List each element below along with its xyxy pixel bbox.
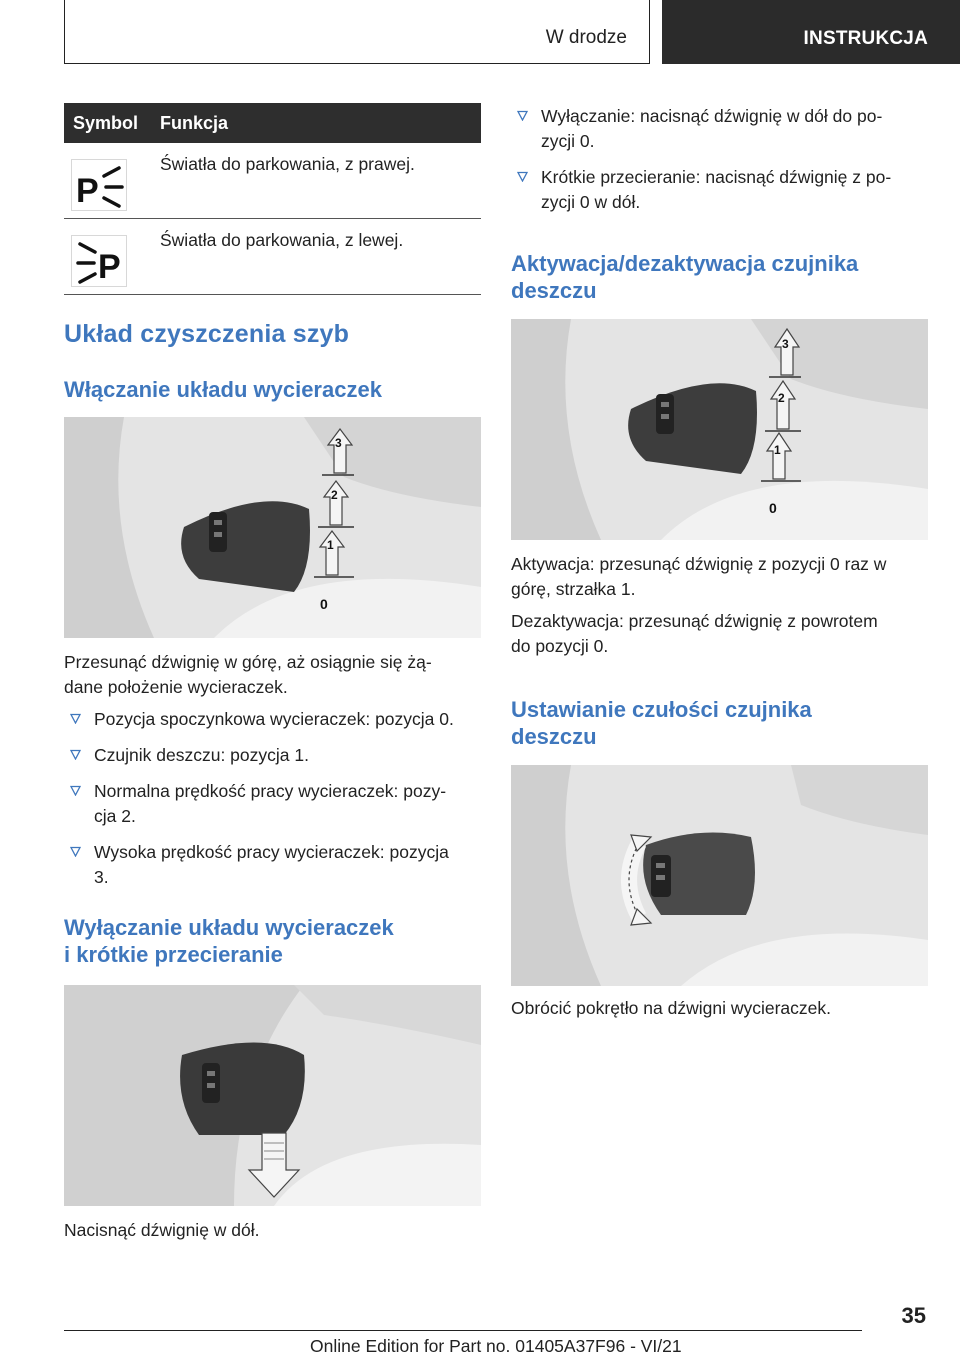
position-label-0: 0	[320, 596, 328, 612]
table-header	[64, 103, 481, 143]
table-row	[64, 219, 481, 295]
list-item: Wysoka prędkość pracy wycieraczek: pozycja 3.	[64, 840, 484, 890]
illustration-sensor-sensitivity-knob	[511, 765, 928, 986]
footer-divider	[64, 1330, 862, 1331]
list-item: Wyłączanie: nacisnąć dźwignię w dół do po- zycji 0.	[511, 104, 931, 154]
position-label-2: 2	[778, 391, 785, 405]
subsection-title-rain-sensor: Aktywacja/dezaktywacja czujnika deszczu	[511, 251, 859, 303]
list-item: Krótkie przecieranie: nacisnąć dźwignię z po- zycji 0 w dół.	[511, 165, 931, 215]
column-header-function: Funkcja	[160, 113, 229, 133]
position-label-3: 3	[782, 337, 789, 351]
subsection-title-sensor-sensitivity: Ustawianie czułości czujnika deszczu	[511, 697, 812, 749]
bullet-triangle-icon	[517, 171, 528, 182]
position-label-1: 1	[774, 443, 781, 457]
position-label-2: 2	[331, 488, 338, 502]
parking-light-left-icon	[71, 235, 127, 287]
wipers-off-text: Nacisnąć dźwignię w dół.	[64, 1220, 260, 1240]
function-text: Światła do parkowania, z prawej.	[160, 154, 415, 174]
position-label-1: 1	[327, 538, 334, 552]
page-number: 35	[901, 1303, 926, 1328]
symbol-table	[64, 103, 481, 295]
list-item: Pozycja spoczynkowa wycieraczek: pozycja 0.	[64, 707, 484, 732]
wipers-on-text: Przesunąć dźwignię w górę, aż osiągnie się żą- dane położenie wycieraczek.	[64, 652, 432, 697]
position-label-0: 0	[769, 500, 777, 516]
header-section-title: W drodze	[545, 27, 627, 48]
bullet-triangle-icon	[70, 846, 81, 857]
list-item: Czujnik deszczu: pozycja 1.	[64, 743, 484, 768]
wipers-off-list	[511, 104, 931, 226]
svg-text:P: P	[98, 248, 121, 286]
illustration-rain-sensor-activation	[511, 319, 928, 540]
column-header-symbol: Symbol	[73, 113, 139, 133]
wiper-positions-list	[64, 707, 484, 901]
illustration-wiper-lever-down	[64, 985, 481, 1206]
rain-sensor-deactivation-text: Dezaktywacja: przesunąć dźwignię z powrotem do pozycji 0.	[511, 611, 878, 656]
position-label-3: 3	[335, 436, 342, 450]
bullet-triangle-icon	[70, 785, 81, 796]
footer-edition: Online Edition for Part no. 01405A37F96 - VI/21	[310, 1336, 682, 1356]
table-row	[64, 143, 481, 219]
bullet-triangle-icon	[70, 749, 81, 760]
subsection-title-wipers-off: Wyłączanie układu wycieraczek i krótkie przecieranie	[64, 915, 394, 967]
sensor-sensitivity-text: Obrócić pokrętło na dźwigni wycieraczek.	[511, 998, 831, 1018]
subsection-title-wipers-on: Włączanie układu wycieraczek	[64, 377, 382, 402]
bullet-triangle-icon	[517, 110, 528, 121]
rain-sensor-activation-text: Aktywacja: przesunąć dźwignię z pozycji 0 raz w górę, strzałka 1.	[511, 554, 887, 599]
section-title: Układ czyszczenia szyb	[64, 320, 350, 348]
header-tab	[662, 0, 960, 64]
illustration-wiper-lever-up	[64, 417, 481, 638]
list-item: Normalna prędkość pracy wycieraczek: pozy- cja 2.	[64, 779, 484, 829]
function-text: Światła do parkowania, z lewej.	[160, 230, 404, 250]
header-frame	[64, 0, 650, 64]
header-tab-label: INSTRUKCJA	[803, 28, 928, 49]
parking-light-right-icon	[71, 159, 127, 211]
bullet-triangle-icon	[70, 713, 81, 724]
svg-text:P: P	[76, 172, 99, 210]
